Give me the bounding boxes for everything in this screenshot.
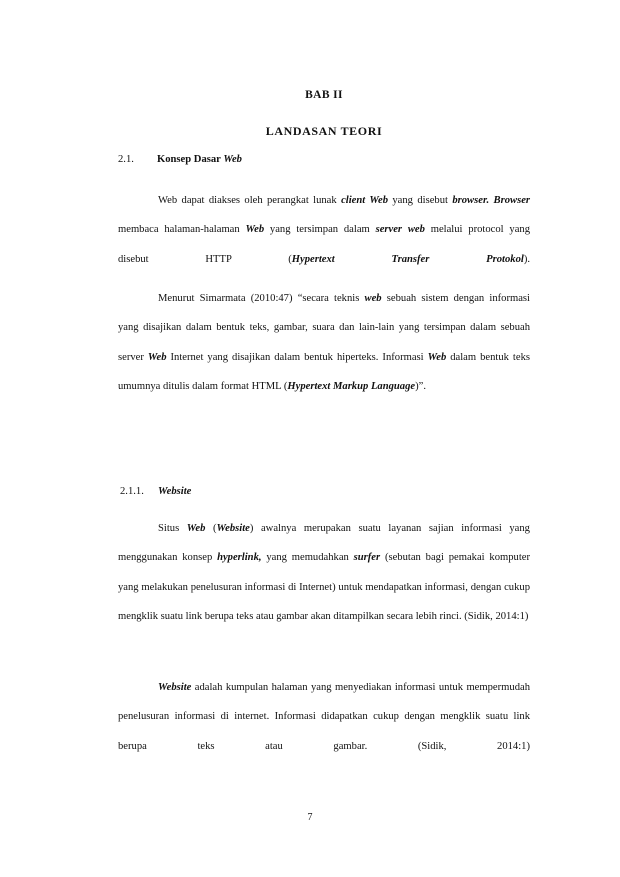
section-title-italic: Web — [223, 154, 242, 165]
section-title-text: Konsep Dasar — [157, 154, 224, 165]
subsection-number: 2.1.1. — [120, 486, 144, 497]
subsection-title: Website — [158, 486, 192, 497]
section-number: 2.1. — [118, 154, 134, 165]
chapter-label: BAB II — [305, 89, 343, 101]
section-heading-2-1 — [118, 154, 242, 165]
paragraph-simarmata-quote: Menurut Simarmata (2010:47) “secara teknis web sebuah sistem dengan informasi yang disajikan dalam bentuk teks, gambar, suara dan lain-lain yang tersimpan dalam sebuah server Web Internet yang disajikan dalam bentuk hiperteks. Informasi Web dalam bentuk teks umumnya ditulis dalam format HTML (Hypertext Markup Language)”. — [118, 293, 531, 393]
chapter-title: LANDASAN TEORI — [265, 124, 383, 138]
page-number: 7 — [307, 812, 313, 823]
paragraph-situs-web: Situs Web (Website) awalnya merupakan suatu layanan sajian informasi yang menggunakan konsep hyperlink, yang memudahkan surfer (sebutan bagi pemakai komputer yang melakukan penelusuran informasi di Internet) untuk mendapatkan informasi, dengan cukup mengklik suatu link berupa teks atau gambar akan ditampilkan secara lebih rinci. (Sidik, 2014:1) — [118, 523, 531, 623]
paragraph-web-access: Web dapat diakses oleh perangkat lunak client Web yang disebut browser. Browser membaca halaman-halaman Web yang tersimpan dalam server web melalui protocol yang disebut HTTP (Hypertext Transfer Protokol). — [118, 195, 531, 265]
paragraph-website-definition: Website adalah kumpulan halaman yang menyediakan informasi untuk mempermudah penelusuran informasi di internet. Informasi didapatkan cukup dengan mengklik suatu link berupa teks atau gambar. (Sidik, 2014:1) — [118, 682, 530, 752]
section-title — [157, 154, 242, 165]
section-heading-2-1-1 — [120, 486, 191, 497]
